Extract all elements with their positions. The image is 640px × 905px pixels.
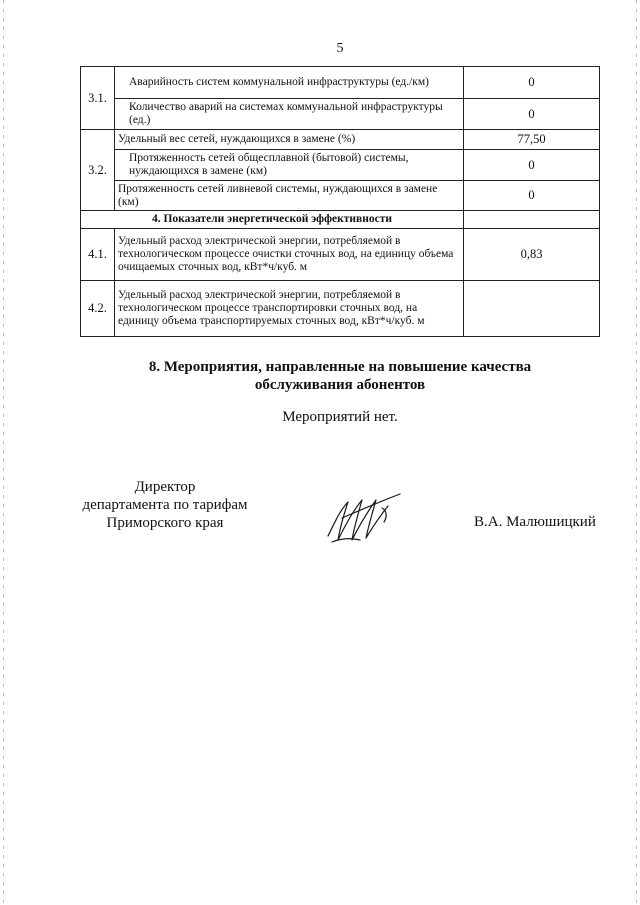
position-line-1: Директор [134,479,196,495]
table-row [81,181,600,211]
row-number-4-1: 4.1. [81,229,115,281]
indicator-description: Аварийность систем коммунальной инфраструктуры (ед./км) [115,67,464,99]
indicator-value: 77,50 [464,130,600,150]
indicator-description: Удельный вес сетей, нуждающихся в замене (%) [115,130,464,150]
section-8-body: Мероприятий нет. [282,409,398,425]
indicator-value [464,281,600,337]
indicator-value: 0 [464,99,600,130]
row-number-3-1: 3.1. [81,67,115,130]
table-row [81,150,600,181]
table-row [81,99,600,130]
table-section-row [81,211,600,229]
indicator-value: 0 [464,150,600,181]
indicator-value: 0 [464,181,600,211]
scan-edge-left [3,0,4,905]
indicator-value: 0 [464,67,600,99]
row-number-3-2: 3.2. [81,130,115,211]
empty-cell [464,211,600,229]
indicator-description: Количество аварий на системах коммунальной инфраструктуры (ед.) [115,99,464,130]
table-row [81,229,600,281]
indicator-description: Удельный расход электрической энергии, потребляемой в технологическом процессе очистки сточных вод, на единицу объема очищаемых сточных вод, кВт*ч/куб. м [115,229,464,281]
page-number: 5 [336,41,344,56]
table-row [81,281,600,337]
position-line-3: Приморского края [106,515,224,531]
indicators-table [80,66,600,337]
indicator-description: Протяженность сетей ливневой системы, нуждающихся в замене (км) [115,181,464,211]
signatory-position [60,478,270,532]
section-8-heading: 8. Мероприятия, направленные на повышение качества обслуживания абонентов [148,359,532,393]
scan-edge-right [636,0,637,905]
table-row [81,67,600,99]
signatory-name: В.А. Малюшицкий [474,514,596,530]
indicator-description: Протяженность сетей общесплавной (бытовой) системы, нуждающихся в замене (км) [115,150,464,181]
table-row [81,130,600,150]
indicator-description: Удельный расход электрической энергии, потребляемой в технологическом процессе транспортировки сточных вод, на единицу объема транспортируемых сточных вод, кВт*ч/куб. м [115,281,464,337]
section-4-title: 4. Показатели энергетической эффективности [81,211,464,229]
row-number-4-2: 4.2. [81,281,115,337]
position-line-2: департамента по тарифам [82,497,248,513]
indicator-value: 0,83 [464,229,600,281]
handwritten-signature [322,488,412,548]
